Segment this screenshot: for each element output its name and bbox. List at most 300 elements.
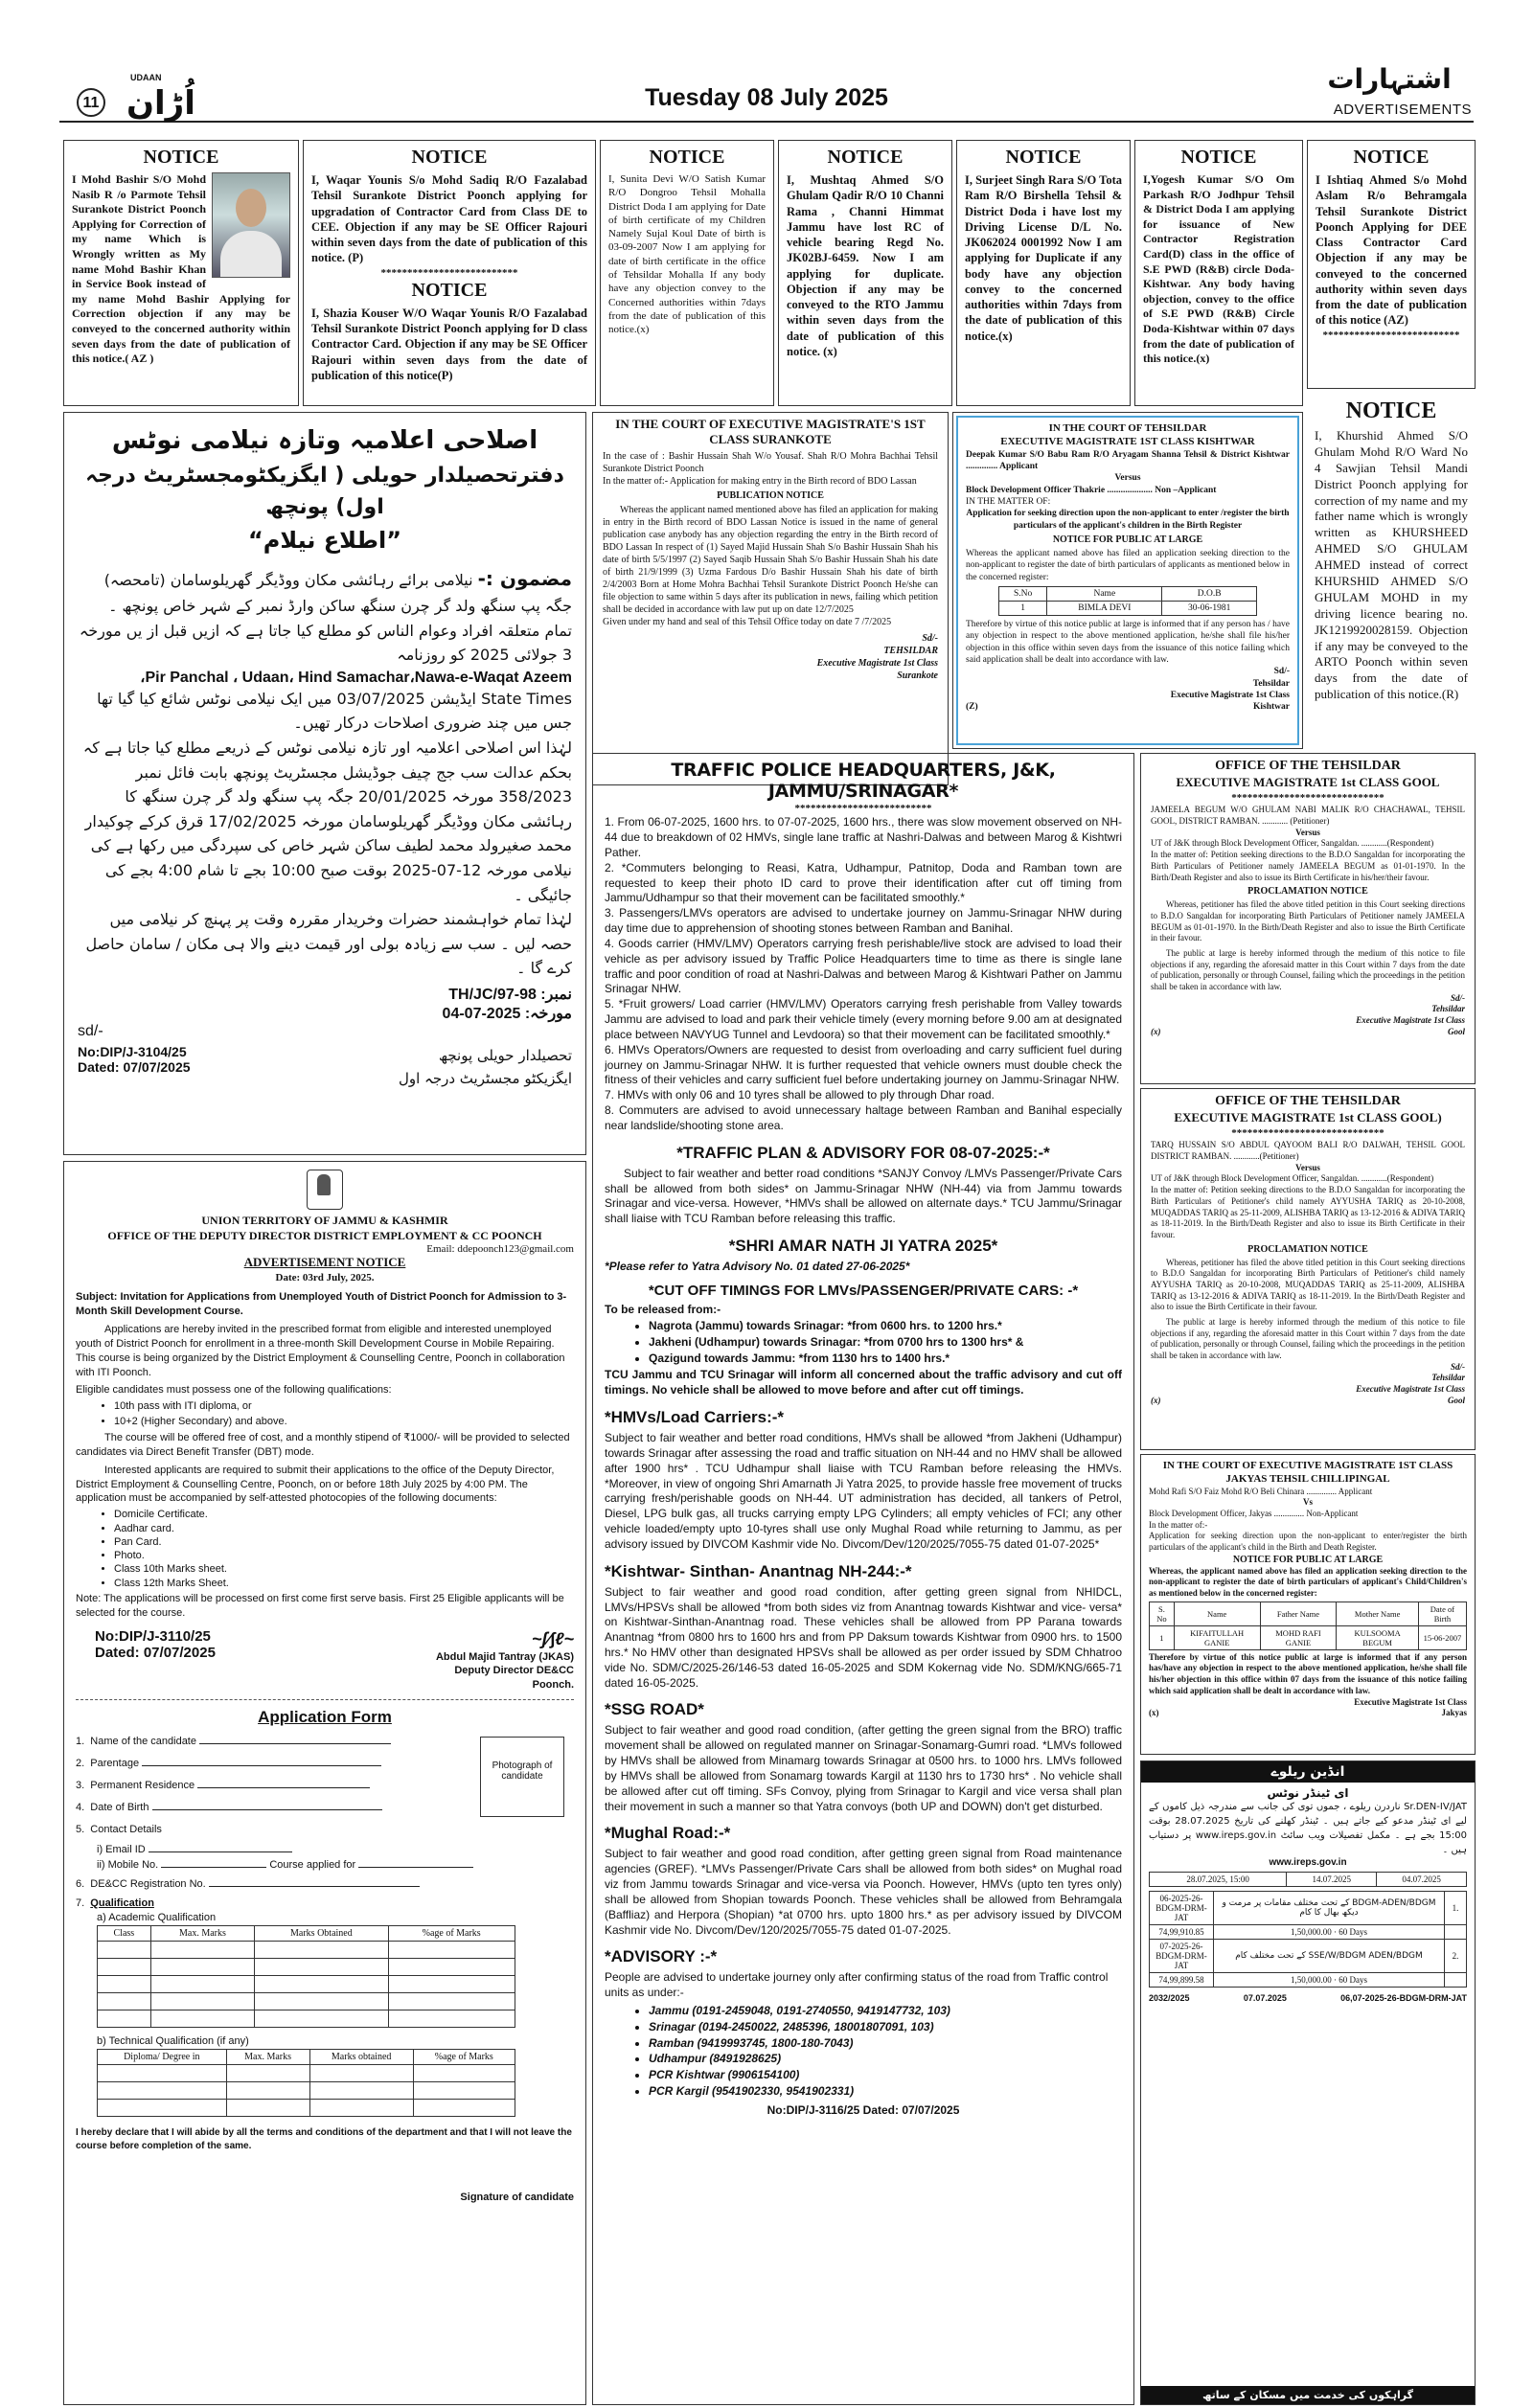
traffic-point: 2. *Commuters belonging to Reasi, Katra, Udhampur, Patnitop, Doda and Ramban town are requested to keep their photo ID card to prove their identification after cut off timing from Jammu/Udhampur so that their movement can be facilitated smoothly.*: [605, 860, 1122, 905]
cutoff-end: TCU Jammu and TCU Srinagar will inform all concerned about the traffic advisory and cut off timings. No vehicle shall be allowed to move before and after cut off timings.: [605, 1368, 1122, 1397]
document-item: • Domicile Certificate.: [114, 1508, 574, 1521]
registration-field[interactable]: [209, 1886, 420, 1887]
proclamation-title: PROCLAMATION NOTICE: [1247, 886, 1368, 897]
table-cell: 1: [1150, 1625, 1175, 1649]
sign-1: Executive Magistrate 1st Class: [1354, 1696, 1467, 1707]
notice-title: NOTICE: [411, 279, 488, 301]
court-surankote-notice: [592, 412, 949, 785]
tender-website: www.ireps.gov.in: [1269, 1857, 1347, 1868]
notice-body: Whereas, petitioner has filed the above titled petition in this Court seeking directions to B.D.O Sangaldan for incorporating Birth Particulars of Petitioner's child namely AYYUSHA TARIQ as 20-10-2008, MUQADDAS TARIQ as 25-11-2009, ALISHBA TARIQ as 13-12-2016 & ADIVA TARIQ as 18-11-2019. In the Birth/Death Register and also to issue the Birth Certificate in their favour.: [1151, 1257, 1465, 1312]
mughal-title: *Mughal Road:-*: [605, 1824, 731, 1843]
field-label: Contact Details: [90, 1824, 162, 1836]
tender-dates-table: [1149, 1872, 1467, 1887]
col-header: S. No: [1150, 1602, 1175, 1625]
table-cell[interactable]: [98, 2065, 227, 2082]
notice-body: Whereas, the applicant named above has filed an application seeking direction to the non-applicant to register the date of birth particulars of applicant's Child/Children's as mentioned below in the concerned register:: [1149, 1565, 1467, 1599]
table-cell[interactable]: [255, 2010, 388, 2028]
signature-sd: sd/-: [78, 1022, 103, 1039]
notice-title: NOTICE: [649, 147, 725, 168]
ref-date: 04-07-2025 :مورخہ: [442, 1005, 572, 1022]
tag: (Z): [966, 702, 978, 713]
case-parties: In the case of : Bashir Hussain Shah W/o Yousaf. Shah R/O Mohra Bachhai Tehsil Surankote District Poonch: [603, 451, 938, 474]
para-3: The course will be offered free of cost, and a monthly stipend of ₹1000/- will be provided to selected candidates via Direct Benefit Transfer (DBT) mode.: [76, 1432, 570, 1458]
section-title-ur: اشتہارات: [1327, 63, 1452, 95]
cutoff-title: *CUT OFF TIMINGS FOR LMVs/PASSENGER/PRIVATE CARS: -*: [648, 1283, 1079, 1299]
sign-1: Tehsildar: [1252, 678, 1290, 689]
dip-date: Dated: 07/07/2025: [78, 1058, 191, 1075]
table-cell[interactable]: [98, 2010, 151, 2028]
tehsildar-gool-notice-1: [1140, 753, 1476, 1084]
sd: Sd/-: [1450, 992, 1465, 1003]
table-cell[interactable]: [255, 1942, 388, 1959]
table-cell[interactable]: [309, 2082, 413, 2100]
table-cell[interactable]: [98, 1976, 151, 1993]
contact-item: • PCR Kargil (9541902330, 9541902331): [649, 2083, 1122, 2100]
col-header: %age of Marks: [413, 2050, 515, 2065]
urdu-title-1: اصلاحی اعلامیہ وتازہ نیلامی نوٹس: [111, 426, 538, 455]
tender-emd: 1,50,000.00: [1291, 1975, 1332, 1985]
course-field[interactable]: [358, 1867, 473, 1868]
notice-body: I,Yogesh Kumar S/O Om Parkash R/O Jodhpur Tehsil & District Doda I am applying for issuance of New Contractor Registration Card(D) class in the office of S.E PWD (R&B) circle Doda-Kishtwar. Any body having objection, convey to the office of S.E PWD (R&B) Circle Doda-Kishtwar within 07 days from the date of publication of this notice.(x): [1143, 172, 1294, 366]
sign-3: Gool: [1448, 1026, 1465, 1036]
table-cell[interactable]: [388, 1942, 515, 1959]
note: Note: The applications will be processed on first come first serve basis. First 25 Eligible applicants will be selected for the course.: [76, 1593, 564, 1619]
yatra-body: *Please refer to Yatra Advisory No. 01 dated 27-06-2025*: [605, 1260, 910, 1273]
col-header: Marks Obtained: [255, 1926, 388, 1942]
table-cell[interactable]: [413, 2082, 515, 2100]
table-cell[interactable]: [413, 2100, 515, 2117]
ssg-body: Subject to fair weather and good road condition, (after getting the green signal from the BRO) traffic movement shall be allowed on regulated manner on Srinagar-Sonamarg-Gumri road. *LMVs followed by HMVs shall be allowed from Minamarg towards Srinagar at 0500 hrs. to 1000 hrs. LMVs followed by HMVs shall be allowed from Sonamarg towards Kargil at 1130 hrs to 1730 hrs* . No vehicle shall be allowed after cut off timing. SFs Convoy, plying from Srinagar to Kargil and vice versa shall plan their movement in such a manner so that Yatra convoys (both UP and DOWN) don't get disturbed.: [605, 1723, 1122, 1813]
table-cell[interactable]: [255, 1976, 388, 1993]
notice-title: NOTICE: [143, 147, 219, 168]
date-cell: 28.07.2025, 15:00: [1150, 1873, 1287, 1887]
name-field[interactable]: [199, 1743, 391, 1744]
notice-mushtaq-ahmed: [778, 140, 952, 406]
applicant: Deepak Kumar S/O Babu Ram R/O Aryagam Shanna Tehsil & District Kishtwar .............. Applicant: [966, 449, 1290, 471]
child-table: [1149, 1602, 1467, 1650]
table-cell: MOHD RAFI GANIE: [1260, 1625, 1337, 1649]
tender-period: 60 Days: [1339, 1927, 1367, 1937]
notice-body: I, Waqar Younis S/o Mohd Sadiq R/O Fazalabad Tehsil Surankote District Poonch applying for upgradation of Contractor Card from Class DE to CEE. Objection if any may be SE Officer Rajouri within seven days from the date of publication of this notice. (P): [311, 173, 587, 265]
document-item: • Pan Card.: [114, 1535, 574, 1549]
hmv-body: Subject to fair weather and better road conditions, HMVs shall be allowed *from Jakheni (Udhampur) towards Srinagar after assessing the road and traffic situation on NH-44 and no HMV shall be allowed after 1900 hrs* . TCU Udhampur shall liaise with TCU Ramban before releasing the HMVs. *Moreover, in view of ongoing Shri Amarnath Ji Yatra 2025, to provide hassle free movement of trucks carrying fresh/perishable goods on NH-44. UT administration has decided, all tankers of Petrol, Diesel, LPG bulk gas, all trucks carrying empty LPG Cylinders; all empty vehicles of FCI; any other vehicle loaded/empty upto 10-tyres shall use only Mughal Road while returning to Jammu, as per advisory issued by DIVCOM Kashmir vide No. Divcom/Dev/120/2025/7055-75 dated 01-07-2025*: [605, 1431, 1122, 1551]
kishtwar-title: *Kishtwar- Sinthan- Anantnag NH-244:-*: [605, 1561, 912, 1580]
urdu-sign-1: تحصیلدار حویلی پونچھ: [438, 1046, 572, 1064]
para-4: Interested applicants are required to submit their applications to the office of the Deputy Director, District Employment & Counselling Centre, Poonch, on or before 18th July 2025 by 4:00 PM. The application must be accompanied by self-attested photocopies of the following documents:: [76, 1464, 555, 1505]
ssg-title: *SSG ROAD*: [605, 1700, 704, 1719]
traffic-point: 8. Commuters are advised to avoid unnecessary haltage between Ramban and Banihal especially near landslide/shooting stone area.: [605, 1103, 1122, 1132]
tender-no: 1.: [1445, 1892, 1467, 1925]
footer-ref: 06,07-2025-26-BDGM-DRM-JAT: [1340, 1993, 1467, 2003]
parentage-field[interactable]: [142, 1765, 381, 1766]
col-header: Diploma/ Degree in: [98, 2050, 227, 2065]
table-cell[interactable]: [150, 1942, 255, 1959]
table-cell[interactable]: [98, 1942, 151, 1959]
urdu-body-3: لہٰذا اس اصلاحی اعلامیہ اور تازہ نیلامی نوٹس کے ذریعے مطلع کیا جاتا ہے کہ بحکم عدالت سب جج چیف جوڈیشل مجسٹریٹ پونچھ بابت فائل نمبر 358/2023 مورخہ 20/01/2025 جگہ پپ سنگھ ولد گر چرن سنگھ کا رہائشی مکان ووڈیگر گھریلوسامان مورخہ 17/02/2025 قرق کرکے چوکیدار محمد صغیرولد محمد لطیف ساکن شہر خاص کی سپردگی میں رکھا ہے کی نیلامی مورخہ 12-07-2025 بوقت صبح 10:00 بجے تا شام 4:00 بجے کی جائیگی ۔: [82, 738, 572, 904]
para-1: Applications are hereby invited in the prescribed format from eligible and interested unemployed youth of District Poonch for enrollment in a three-month Skill Development Course in Mobile Repairing. This course is being organized by the District Employment & Counselling Centre, Poonch in collaboration with ITI Poonch.: [76, 1324, 565, 1378]
versus: Versus: [1114, 473, 1141, 484]
yatra-title: *SHRI AMAR NATH JI YATRA 2025*: [728, 1237, 998, 1255]
newspaper-list: ،Pir Panchal ، Udaan، Hind Samachar،Nawa-e-Waqat Azeem: [140, 669, 572, 686]
sign-3: Surankote: [897, 670, 938, 681]
table-cell: KIFAITULLAH GANIE: [1174, 1625, 1260, 1649]
office-title-1: OFFICE OF THE TEHSILDAR: [1215, 759, 1401, 773]
col-header: Name: [1047, 587, 1162, 602]
notice-waqar-shazia: [303, 140, 596, 406]
tender-ref: 07-2025-26-BDGM-DRM-JAT: [1150, 1940, 1214, 1973]
table-cell[interactable]: [255, 1959, 388, 1976]
notice-body: I, Sunita Devi W/O Satish Kumar R/O Dongroo Tehsil Mohalla District Doda I am applying for Date of birth certificate of my Children Namely Sujal Koul Date of birth is 03-09-2007 Now I am applying for date of birth certificate in the office of Tehsildar Mohalla If any body have any objection convey to the Concerned authorities within 7days from the date of publication of this notice.(x): [608, 173, 766, 336]
office-title-2: EXECUTIVE MAGISTRATE 1st CLASS GOOL): [1174, 1110, 1442, 1125]
tender-desc: SSE/W/BDGM ADEN/BDGM کے تحت مختلف کام: [1214, 1940, 1445, 1973]
stars-divider: **************************: [1322, 329, 1460, 341]
tender-period: 60 Days: [1339, 1975, 1367, 1985]
versus: Versus: [1295, 827, 1320, 837]
urdu-title-2: دفترتحصیلدار حویلی ( ایگزیکٹومجسٹریٹ درجہ اول) پونچھ: [85, 464, 564, 519]
contact-item: • Ramban (9419993745, 1800-180-7043): [649, 2035, 1122, 2052]
notice-body: I, Khurshid Ahmed S/O Ghulam Mohd R/O Ward No 4 Sawjian Tehsil Mandi District Poonch applying for correction of my name and my father name which is wrongly written as KHURSHEED AHMED S/O GHULAM AHMED instead of correct KHURSHID AHMED S/O GHULAM MOHD in my driving licence bearing no. JK1219920028159. Objection if any may be conveyed to the ARTO Poonch within seven days from the date of publication of this notice.(R): [1315, 428, 1468, 702]
residence-field[interactable]: [197, 1787, 370, 1788]
traffic-title: TRAFFIC POLICE HEADQUARTERS, J&K, JAMMU/SRINAGAR*: [671, 760, 1056, 802]
cutoff-intro: To be released from:-: [605, 1303, 721, 1316]
table-cell[interactable]: [150, 1976, 255, 1993]
qualification-title: Qualification: [90, 1897, 154, 1909]
table-cell[interactable]: [388, 1976, 515, 1993]
mughal-body: Subject to fair weather and good road condition, after getting green signal from Road maintenance agencies (GREF). *LMVs Passenger/Private Cars shall be allowed from both sides* on Mughal road viz from Jammu towards Srinagar and vice-versa via Poonch. However, HMVs (upto ten tyres only) shall be allowed from Shopian towards Poonch. These vehicles shall be allowed from Behramgala (Baffliaz) and Herpora (Shopian) *at 0700 hrs. upto 1800 hrs.* as per advisory issued by DIVCOM Kashmir vide No. Divcom/Dev/120/2025/7055-75 dated 01-07-2025.: [605, 1847, 1122, 1937]
urdu-subject: نیلامی برائے رہائشی مکان ووڈیگر گھریلوسامان (تامحصہ) جگہ پپ سنگھ ولد گر چرن سنگھ ساکن وارڈ نمبر کے شہر خاص پونچھ ۔: [103, 571, 572, 615]
document-item: • Class 12th Marks Sheet.: [114, 1577, 574, 1590]
field-label: Name of the candidate: [90, 1736, 196, 1748]
parties: JAMEELA BEGUM W/O GHULAM NABI MALIK R/O CHACHAWAL, TEHSIL GOOL, DISTRICT RAMBAN. ............ (Petitioner): [1151, 805, 1465, 827]
table-cell[interactable]: [150, 2010, 255, 2028]
sign-2: Executive Magistrate 1st Class: [1170, 691, 1290, 701]
paper-name-en: UDAAN: [130, 73, 162, 82]
notice-yogesh-kumar: [1134, 140, 1303, 406]
qualification-2: • 10+2 (Higher Secondary) and above.: [114, 1415, 574, 1429]
advisory-title: *ADVISORY :-*: [605, 1947, 718, 1966]
urdu-body-2: State Times ایڈیشن 03/07/2025 میں ایک نیلامی نوٹس شائع کیا گیا تھا جس میں چند ضروری اصلاحات درکار تھیں۔: [97, 689, 572, 733]
notice-title: NOTICE: [1345, 398, 1437, 423]
table-cell: KULSOOMA BEGUM: [1337, 1625, 1418, 1649]
table-cell: BIMLA DEVI: [1047, 602, 1162, 616]
office-email: Email: ddepoonch123@gmail.com: [426, 1243, 574, 1256]
field-label: Parentage: [90, 1758, 140, 1770]
field-label: Date of Birth: [90, 1802, 149, 1814]
table-cell[interactable]: [255, 1993, 388, 2010]
date-cell: 14.07.2025: [1287, 1873, 1377, 1887]
notice-ishtiaq-ahmed: [1307, 140, 1476, 389]
dip-number: No:DIP/J-3104/25: [78, 1043, 187, 1059]
email-field[interactable]: [149, 1851, 292, 1852]
given-under: Given under my hand and seal of this Tehsil Office today on date 7 /7/2025: [603, 617, 892, 627]
paper-name-ur: اُڑان: [126, 84, 195, 123]
tender-value: 74,99,899.58: [1150, 1973, 1214, 1988]
table-cell[interactable]: [150, 1959, 255, 1976]
col-header: Max. Marks: [150, 1926, 255, 1942]
notice-sunita-devi: [600, 140, 774, 406]
proclamation-title: PROCLAMATION NOTICE: [1247, 1243, 1368, 1255]
signature-label: Signature of candidate: [460, 2192, 574, 2204]
traffic-point: 1. From 06-07-2025, 1600 hrs. to 07-07-2025, 1600 hrs., there was slow movement observed on NH-44 due to breakdown of 02 HMVs, single lane traffic at Nashri-Dalwas and between Marog & Kishtwri Pather.: [605, 815, 1122, 859]
plan-body: Subject to fair weather and better road conditions *SANJY Convoy /LMVs Passenger/Private Cars shall be allowed from both sides* on Jammu-Srinagar NHW (NH-44) via from Jammu towards Srinagar and vice-versa. However, *HMVs shall be allowed on alternate days.* TCU Jammu/Srinagar shall liaise with TCU Ramban before releasing this traffic.: [605, 1166, 1122, 1226]
col-header: Max. Marks: [226, 2050, 309, 2065]
table-cell[interactable]: [98, 2100, 227, 2117]
notice-body: I Ishtiaq Ahmed S/o Mohd Aslam R/o Behramgala Tehsil Surankote District Poonch Applying for DEE Class Contractor Card Objection if any may be conveyed to the concerned authority within seven days from the date of publication of this notice (AZ): [1316, 173, 1467, 328]
dip-number: No:DIP/J-3116/25 Dated: 07/07/2025: [766, 2102, 960, 2117]
notice-body-2: Therefore by virtue of this notice public at large is informed that if any person has/have any objection in respect to the above mentioned application, he/she shall file his/her objection in this office within 07 days from the issuance of this notice failing which said application shall be dealt in accordance with law.: [1149, 1651, 1467, 1695]
table-cell[interactable]: [226, 2082, 309, 2100]
table-cell: 1: [998, 602, 1047, 616]
court-title: IN THE COURT OF EXECUTIVE MAGISTRATE'S 1ST CLASS SURANKOTE: [615, 417, 926, 446]
traffic-point: 6. HMVs Operators/Owners are requested to desist from overloading and carry sufficient fuel during journey on Jammu-Srinagar NHW. It is further requested that vehicle owners must double check the fitness of their vehicles and carry sufficient fuel before undertaking journey on Jammu-Srinagar NHW.: [605, 1042, 1122, 1087]
advertisement-date: Date: 03rd July, 2025.: [275, 1272, 375, 1284]
table-cell[interactable]: [388, 1993, 515, 2010]
office-title-2: EXECUTIVE MAGISTRATE 1st CLASS GOOL: [1176, 775, 1440, 790]
cutoff-item: • Nagrota (Jammu) towards Srinagar: *from 0600 hrs. to 1200 hrs.*: [649, 1318, 1122, 1334]
tender-body: Sr.DEN-IV/JAT ناردرن ریلوے ، جموں توی کی جانب سے مندرجہ ذیل کاموں کے لیے ای ٹینڈر مدعو کیے جاتے ہیں ۔ ٹینڈر کھلنے کی تاریخ 28.07.2025 بوقت 15:00 بجے ہے ۔ مکمل تفصیلات ویب سائٹ www.ireps.gov.in پر دستیاب ہیں ۔: [1149, 1802, 1467, 1855]
sd: Sd/-: [922, 633, 938, 644]
tag: (x): [1149, 1708, 1159, 1718]
publication-title: PUBLICATION NOTICE: [717, 490, 824, 501]
col-header: Marks obtained: [309, 2050, 413, 2065]
section-title-en: ADVERTISEMENTS: [1333, 102, 1472, 118]
tender-emd: 1,50,000.00: [1291, 1927, 1332, 1937]
technical-table: [97, 2049, 515, 2117]
case-matter: In the matter of:- Application for making entry in the Birth record of BDO Lassan: [603, 476, 917, 487]
sd: Sd/-: [1450, 1361, 1465, 1372]
stars-divider: *****************************: [1231, 1127, 1384, 1140]
cutoff-item: • Jakheni (Udhampur) towards Srinagar: *from 0700 hrs to 1300 hrs* &: [649, 1334, 1122, 1351]
urdu-title-3: ”اطلاع نیلام“: [248, 527, 401, 554]
railway-slogan: گراہکوں کی خدمت میں مسکان کے ساتھ: [1141, 2386, 1475, 2404]
matter: In the matter of: Petition seeking directions to the B.D.O Sangaldan for incorporating the Birth Particulars of Petitioner namely JAMEELA BEGUM as 01-01-1970. In the Birth/Death Register and also to issue its Birth Certificate in his/her/their favour.: [1151, 850, 1465, 882]
notice-surjeet-singh: [956, 140, 1131, 406]
tender-desc: BDGM-ADEN/BDGM کے تحت مختلف مقامات پر مرمت و دیکھ بھال کا کام: [1214, 1892, 1445, 1925]
notice-title: NOTICE FOR PUBLIC AT LARGE: [1052, 534, 1203, 545]
footer-number: 2032/2025: [1149, 1993, 1190, 2003]
col-header: Class: [98, 1926, 151, 1942]
traffic-advisory: [592, 753, 1134, 2405]
sign-3: Gool: [1448, 1395, 1465, 1405]
notice-body: I, Mushtaq Ahmed S/O Ghulam Qadir R/O 10 Channi Rama , Channi Himmat Jammu have lost RC of vehicle bearing Regd No. JK02BJ-6459. Now I am applying for duplicate. Objection if any may be conveyed to the RTO Jammu within seven days from the date of publication of this notice. (x): [787, 173, 944, 358]
col-header: S.No: [998, 587, 1047, 602]
notice-title: NOTICE: [1353, 147, 1430, 168]
col-header: Name: [1174, 1602, 1260, 1625]
notice-body: Whereas the applicant named above has filed an application seeking direction to the non-applicant to register the date of birth particulars of applicants as mentioned below in the concerned register:: [966, 549, 1290, 582]
declaration: I hereby declare that I will abide by all the terms and conditions of the department and that I will not leave the course before completion of the same.: [76, 2127, 572, 2152]
notice-body-2: The public at large is hereby informed through the medium of this notice to file objections if any, regarding the aforesaid matter in this Court within 7 days from the date of publication, personally or through Counsel, failing which the proceedings in the petition shall be taken in accordance with law.: [1151, 947, 1465, 991]
tender-no: 2.: [1445, 1940, 1467, 1973]
table-cell: 15-06-2007: [1418, 1625, 1466, 1649]
mobile-label: ii) Mobile No.: [97, 1859, 159, 1871]
contact-item: • Srinagar (0194-2450022, 2485396, 18001807091, 103): [649, 2019, 1122, 2035]
notice-body: Whereas, petitioner has filed the above titled petition in this Court seeking directions to B.D.O Sangaldan for incorporating Birth Particulars of Petitioner namely JAMEELA BEGUM as 01-01-1970. In the Birth/Death Register and also to issue the Birth Certificate in their favour.: [1151, 899, 1465, 943]
notice-title: NOTICE: [1180, 147, 1257, 168]
stars-divider: **************************: [380, 266, 518, 279]
notice-body: I, Surjeet Singh Rara S/O Tota Ram R/O Birshella Tehsil & District Doda i have lost my Driving License D/L No. JK062024 0001992 Now I am applying for Duplicate if any body have any objection convey to the concerned authorities within 7days from the date of publication of this notice.(x): [965, 173, 1122, 343]
page-number: 11: [77, 88, 105, 117]
cutoff-item: • Qazigund towards Jammu: *from 1130 hrs to 1400 hrs.*: [649, 1351, 1122, 1367]
applicant: Mohd Rafi S/O Faiz Mohd R/O Beli Chinara .............. Applicant: [1149, 1486, 1373, 1496]
advertisement-subject: Subject: Invitation for Applications from Unemployed Youth of District Poonch for Admission to 3-Month Skill Development Course.: [76, 1291, 567, 1318]
table-cell[interactable]: [226, 2065, 309, 2082]
table-cell[interactable]: [388, 1959, 515, 1976]
subject-label: مضمون :-: [477, 567, 572, 590]
railway-header: انڈین ریلوے: [1141, 1761, 1475, 1783]
signature-scribble: ~ʃ∕∫ℓ~: [532, 1628, 574, 1648]
notice-mohd-bashir: [63, 140, 299, 406]
advertisement-title: ADVERTISEMENT NOTICE: [243, 1255, 406, 1270]
urdu-sign-2: ایگزیکٹو مجسٹریٹ درجہ اول: [398, 1069, 572, 1087]
employment-advertisement: UNION TERRITORY OF JAMMU & KASHMIR OFFICE OF THE DEPUTY DIRECTOR DISTRICT EMPLOYMENT & CC POONCH Email: ddepoonch123@gmail.com ADVERTISEMENT NOTICE Date: 03rd July, 2025. Subject: Invitation for Applications from Unemployed Youth of District Poonch for Admission to 3-Month Skill Development Course. Applications are hereby invited in the prescribed format from eligible and interested unemployed youth of District Poonch for enrollment in a three-month Skill Development Course in Mobile Repairing. This course is being organized by the District Employment & Counselling Centre, Poonch in collaboration with ITI Poonch. Eligible candidates must possess one of the following qualifications: • 10th pass with ITI diploma, or • 10+2 (Higher Secondary) and above. The course will be offered free of cost, and a monthly stipend of ₹1000/- will be provided to selected candidates via Direct Benefit Transfer (DBT) mode. Interested applicants are required to submit their applications to the office of the Deputy Director, District Employment & Counselling Centre, Poonch, on or before 18th July 2025 by 4:00 PM. The application must be accompanied by self-attested photocopies of the following documents: • Domicile Certificate. • Aadhar card. • Pan Card. • Photo. • Class 10th Marks sheet. • Class 12th Marks Sheet. Note: The applications will be processed on first come first serve basis. First 25 Eligible applicants will be selected for the course. No:DIP/J-3110/25 Dated: 07/07/2025 ~ʃ∕∫ℓ~ Abdul Majid Tantray (JKAS) Deputy Director DE&CC Poonch. Application Form Photograph of candidate 1. Name of the candidate 2. Parentage 3. Permanent Residence 4. Date of Birth 5. Contact Details i) Email ID ii) Mobile No. Course applied for 6. DE&CC Registration No. 7. Qualification a) Academic Qualification Class Max. Marks Marks Obtained %age of Marks b) Technical Qualification (if any) Diploma/ Degree in Max. Marks Marks obtained %age of Marks I hereby declare that I will abide by all the terms and conditions of the department and that I will not leave the course before completion of the same. Signature of candidate: [63, 1161, 586, 2405]
matter: IN THE MATTER OF:: [966, 496, 1051, 507]
technical-label: b) Technical Qualification (if any): [97, 2035, 249, 2048]
notice-title: NOTICE: [411, 147, 488, 168]
table-cell[interactable]: [309, 2065, 413, 2082]
matter: In the matter of: Petition seeking directions to the B.D.O Sangaldan for incorporating the Birth Particulars of Petitioner's child namely AYYUSHA TARIQ as 20-10-2008, MUQADDAS TARIQ as 25-11-2009, ALISHBA TARIQ as 13-12-2016 & ADIVA TARIQ as 18-11-2019. In the Birth/Death Register and also to issue its Birth Certificate in their favour.: [1151, 1185, 1465, 1239]
tender-subtitle: ای ٹینڈر نوٹس: [1267, 1786, 1349, 1800]
table-cell: 30-06-1981: [1162, 602, 1257, 616]
notice-body: I Mohd Bashir S/O Mohd Nasib R /o Parmote Tehsil Surankote District Poonch Applying for Correction of my name Which is Wrongly written as My name Mohd Bashir Khan in Service Book instead of my name Mohd Bashir Applying for Correction objection if any may be conveyed to the concerned authority within seven days from the date of publication of this notice.( AZ ): [72, 172, 290, 366]
court-title-1: IN THE COURT OF TEHSILDAR: [1048, 422, 1207, 434]
non-applicant: Block Development Officer Thakrie .................... Non –Applicant: [966, 485, 1217, 495]
tag: (x): [1151, 1395, 1161, 1405]
notice-body: I, Shazia Kouser W/O Waqar Younis R/O Fazalabad Tehsil Surankote District Poonch applying for D class Contractor Card. Objection if any may be SE Officer Rajouri within seven days from the date of publication of this notice(P): [311, 306, 587, 382]
railway-tender-notice: [1140, 1761, 1476, 2405]
respondent: UT of J&K through Block Development Officer, Sangaldan. ............(Respondent): [1151, 838, 1434, 849]
traffic-point: 3. Passengers/LMVs operators are advised to undertake journey on Jammu-Srinagar NHW during day time due to apprehension of shooting stones between Ramban and Banihal.: [605, 906, 1122, 936]
contact-item: • PCR Kishtwar (9906154100): [649, 2067, 1122, 2083]
table-cell[interactable]: [309, 2100, 413, 2117]
sign-2: Executive Magistrate 1st Class: [1356, 1384, 1465, 1395]
matter-desc: Application for seeking direction upon the non-applicant to enter/register the birth particulars of the applicant's child in the Birth and Death Register.: [1149, 1531, 1467, 1553]
sign-1: Tehsildar: [1431, 1373, 1465, 1383]
photo-box: Photograph of candidate: [480, 1737, 564, 1817]
notice-title: NOTICE: [827, 147, 904, 168]
ref-number: TH/JC/97-98 :نمبر: [448, 986, 572, 1003]
court-title-2: JAKYAS TEHSIL CHILLIPINGAL: [1225, 1473, 1390, 1486]
notice-title: NOTICE FOR PUBLIC AT LARGE: [1232, 1554, 1384, 1565]
document-item: • Photo.: [114, 1549, 574, 1562]
sign-1: Tehsildar: [1431, 1004, 1465, 1014]
para-2: Eligible candidates must possess one of the following qualifications:: [76, 1384, 392, 1397]
table-cell[interactable]: [150, 1993, 255, 2010]
col-header: Father Name: [1260, 1602, 1337, 1625]
email-label: i) Email ID: [97, 1843, 146, 1855]
table-cell[interactable]: [413, 2065, 515, 2082]
urdu-body-4: لہٰذا تمام خواہشمند حضرات وخریدار مقررہ وقت پر پہنچ کر نیلامی میں حصہ لیں ۔ سب سے زیادہ بولی اور قیمت دینے والا ہی مکان / سامان حاصل کرے گا ۔: [85, 910, 572, 978]
signer-place: Poonch.: [532, 1678, 574, 1691]
kishtwar-body: Subject to fair weather and good road condition, after getting green signal from NHIDCL, LMVs/HPSVs shall be allowed *from both sides viz from Anantnag towards Kishtwar and vice- versa* on Kishtwar-Sinthan-Anantnag road. These vehicles shall be allowed from PP Parana towards Anantnag *from 0800 hrs to 1600 hrs and from PP Daksum towards Kishtwar from 0900 hrs. to 1500 hrs.* No HMV other than designated HPSVs shall be allowed as per order issued by SDM Chhatroo vide No. SDM/C/2025-26/146-53 dated 16-05-2025 and SDM Kokernag vide No. SDM/KNG/665-71 dated 16-05-2025.: [605, 1584, 1122, 1690]
tender-value: 74,99,910.85: [1150, 1925, 1214, 1940]
stars-divider: *****************************: [1231, 792, 1384, 805]
table-cell[interactable]: [98, 1993, 151, 2010]
field-label: Permanent Residence: [90, 1780, 195, 1792]
sign-2: Executive Magistrate 1st Class: [1356, 1015, 1465, 1026]
tender-items-table: 06-2025-26-BDGM-DRM-JAT BDGM-ADEN/BDGM کے تحت مختلف مقامات پر مرمت و دیکھ بھال کا کام 1. 74,99,910.85 1,50,000.00 · 60 Days 07-2025-26-BDGM-DRM-JAT SSE/W/BDGM ADEN/BDGM کے تحت مختلف کام 2. 74,99,899.58 1,50,000.00 · 60 Days: [1149, 1891, 1467, 1988]
sign-2: Jakyas: [1441, 1708, 1467, 1718]
court-title-2: EXECUTIVE MAGISTRATE 1ST CLASS KISHTWAR: [1000, 436, 1255, 448]
matter-desc: Application for seeking direction upon the non-applicant to enter /register the birth particulars of the applicant's children in the Birth Register: [966, 509, 1290, 531]
parties: TARQ HUSSAIN S/O ABDUL QAYOOM BALI R/O DALWAH, TEHSIL GOOL DISTRICT RAMBAN. ............(Petitioner): [1151, 1140, 1465, 1162]
col-header: Mother Name: [1337, 1602, 1418, 1625]
signer-name: Abdul Majid Tantray (JKAS): [435, 1651, 574, 1664]
hmv-title: *HMVs/Load Carriers:-*: [605, 1408, 785, 1427]
notice-title: NOTICE: [1005, 147, 1082, 168]
traffic-point: 5. *Fruit growers/ Load carrier (HMV/LMV) Operators carrying fresh perishable from Valley towards Jammu are advised to load and park their vehicle timely (every morning before 9.00 am at designated place between NAVYUG Tunnel and Levdoora) so that their movement can be facilitated smoothly.*: [605, 997, 1122, 1041]
document-list: [76, 1508, 574, 1590]
tag: (x): [1151, 1026, 1161, 1036]
respondent: Block Development Officer, Jakyas .............. Non-Applicant: [1149, 1508, 1359, 1518]
sign-2: Executive Magistrate 1st Class: [816, 658, 938, 669]
ut-name: UNION TERRITORY OF JAMMU & KASHMIR: [201, 1214, 448, 1227]
signer-post: Deputy Director DE&CC: [454, 1665, 574, 1677]
versus: Versus: [1295, 1162, 1320, 1172]
applicant-table: [998, 586, 1257, 616]
office-title-1: OFFICE OF THE TEHSILDAR: [1215, 1094, 1401, 1108]
table-cell[interactable]: [226, 2100, 309, 2117]
stars-divider: **************************: [794, 803, 932, 814]
court-title-1: IN THE COURT OF EXECUTIVE MAGISTRATE 1ST CLASS: [1162, 1460, 1453, 1471]
document-item: • Aadhar card.: [114, 1522, 574, 1535]
footer-date: 07.07.2025: [1243, 1993, 1287, 2003]
urdu-auction-notice: [63, 412, 586, 1155]
issue-date: Tuesday 08 July 2025: [645, 84, 888, 111]
qualification-1: • 10th pass with ITI diploma, or: [114, 1399, 574, 1414]
advisory-intro: People are advised to undertake journey only after confirming status of the road from Traffic control units as under:-: [605, 1970, 1109, 2000]
office-name: OFFICE OF THE DEPUTY DIRECTOR DISTRICT EMPLOYMENT & CC POONCH: [107, 1228, 542, 1242]
notice-body-2: The public at large is hereby informed through the medium of this notice to file objections if any, regarding the aforesaid matter in this Court within 7 days from the date of publication, personally or through Counsel, failing which the proceedings in the petition shall be taken in accordance with law.: [1151, 1317, 1465, 1361]
mobile-field[interactable]: [161, 1867, 266, 1868]
urdu-body-1: تمام متعلقہ افراد وعوام الناس کو مطلع کیا جاتا ہے کہ ازیں قبل از یں مورخہ 3 جولائی 2025 کو روزنامہ: [79, 621, 572, 665]
tehsildar-gool-notice-2: [1140, 1088, 1476, 1450]
table-cell[interactable]: [98, 2082, 227, 2100]
academic-label: a) Academic Qualification: [97, 1912, 217, 1924]
form-title: Application Form: [258, 1708, 392, 1727]
notice-body-2: Therefore by virtue of this notice public at large is informed that if any person has / have any objection in respect to the above mentioned application, he/she shall file his/her objection in this office within seven days from the issuance of this notice failing which said application shall be dealt into accordance with law.: [966, 620, 1290, 666]
plan-title: *TRAFFIC PLAN & ADVISORY FOR 08-07-2025:-*: [676, 1143, 1050, 1162]
contact-item: • Udhampur (8491928625): [649, 2051, 1122, 2067]
sign-3: Kishtwar: [1253, 702, 1290, 713]
traffic-point: 7. HMVs with only 06 and 10 tyres shall be allowed to ply through Dhar road.: [605, 1088, 995, 1102]
date-cell: 04.07.2025: [1377, 1873, 1467, 1887]
emblem-icon: [307, 1170, 343, 1210]
tender-ref: 06-2025-26-BDGM-DRM-JAT: [1150, 1892, 1214, 1925]
jakyas-court-notice: [1140, 1454, 1476, 1755]
matter: In the matter of:-: [1149, 1519, 1208, 1530]
notice-body: Whereas the applicant named mentioned above has filed an application for making in entry in the Birth record of BDO Lassan Notice is issued in the name of general publication case anybody has any objection regarding the entry in the Birth record of BDO Lassan In respect of (1) Sayed Majid Hussain Shah S/o Bashir Hussain Shah his date of birth 5/5/1997 (2) Sayed Saqib Hussain Shah S/o Bashir Hussain Shah his date of birth 21/9/1999 (3) Uzma Fardous D/o Bashir Hussain Shah his date of birth 2/4/2003 Born at Home Mohra Bachhai Tehsil Surankote District Poonch He/she can file objection to same within 5 days after its publication in news, failing which petition shall be decided in accordance with law put up on date 12/7/2025: [603, 505, 938, 615]
sign-1: TEHSILDAR: [883, 646, 938, 656]
course-label: Course applied for: [269, 1859, 356, 1871]
table-cell[interactable]: [98, 1959, 151, 1976]
court-kishtwar-notice: [952, 412, 1303, 749]
versus: Vs: [1302, 1497, 1313, 1508]
traffic-point: 4. Goods carrier (HMV/LMV) Operators carrying fresh perishable/live stock are advised to load their vehicle as per advisory issued by Traffic Police Headquarters time to time as there is single lane traffic and poor condition of road at Nashri-Dalwas and between Marog & Kishtwari Pather on Jammu Srinagar NHW.: [605, 936, 1122, 996]
contact-item: • Jammu (0191-2459048, 0191-2740550, 9419147732, 103): [649, 2003, 1122, 2019]
academic-table: [97, 1925, 515, 2028]
dob-field[interactable]: [152, 1809, 382, 1810]
table-cell[interactable]: [388, 2010, 515, 2028]
sd: Sd/-: [1273, 667, 1290, 677]
dip-number: No:DIP/J-3110/25: [95, 1627, 211, 1645]
document-item: • Class 10th Marks sheet.: [114, 1562, 574, 1576]
col-header: D.O.B: [1162, 587, 1257, 602]
col-header: Date of Birth: [1418, 1602, 1466, 1625]
col-header: %age of Marks: [388, 1926, 515, 1942]
dip-date: Dated: 07/07/2025: [95, 1644, 216, 1661]
field-label: DE&CC Registration No.: [90, 1877, 206, 1890]
notice-photo: [212, 172, 290, 278]
